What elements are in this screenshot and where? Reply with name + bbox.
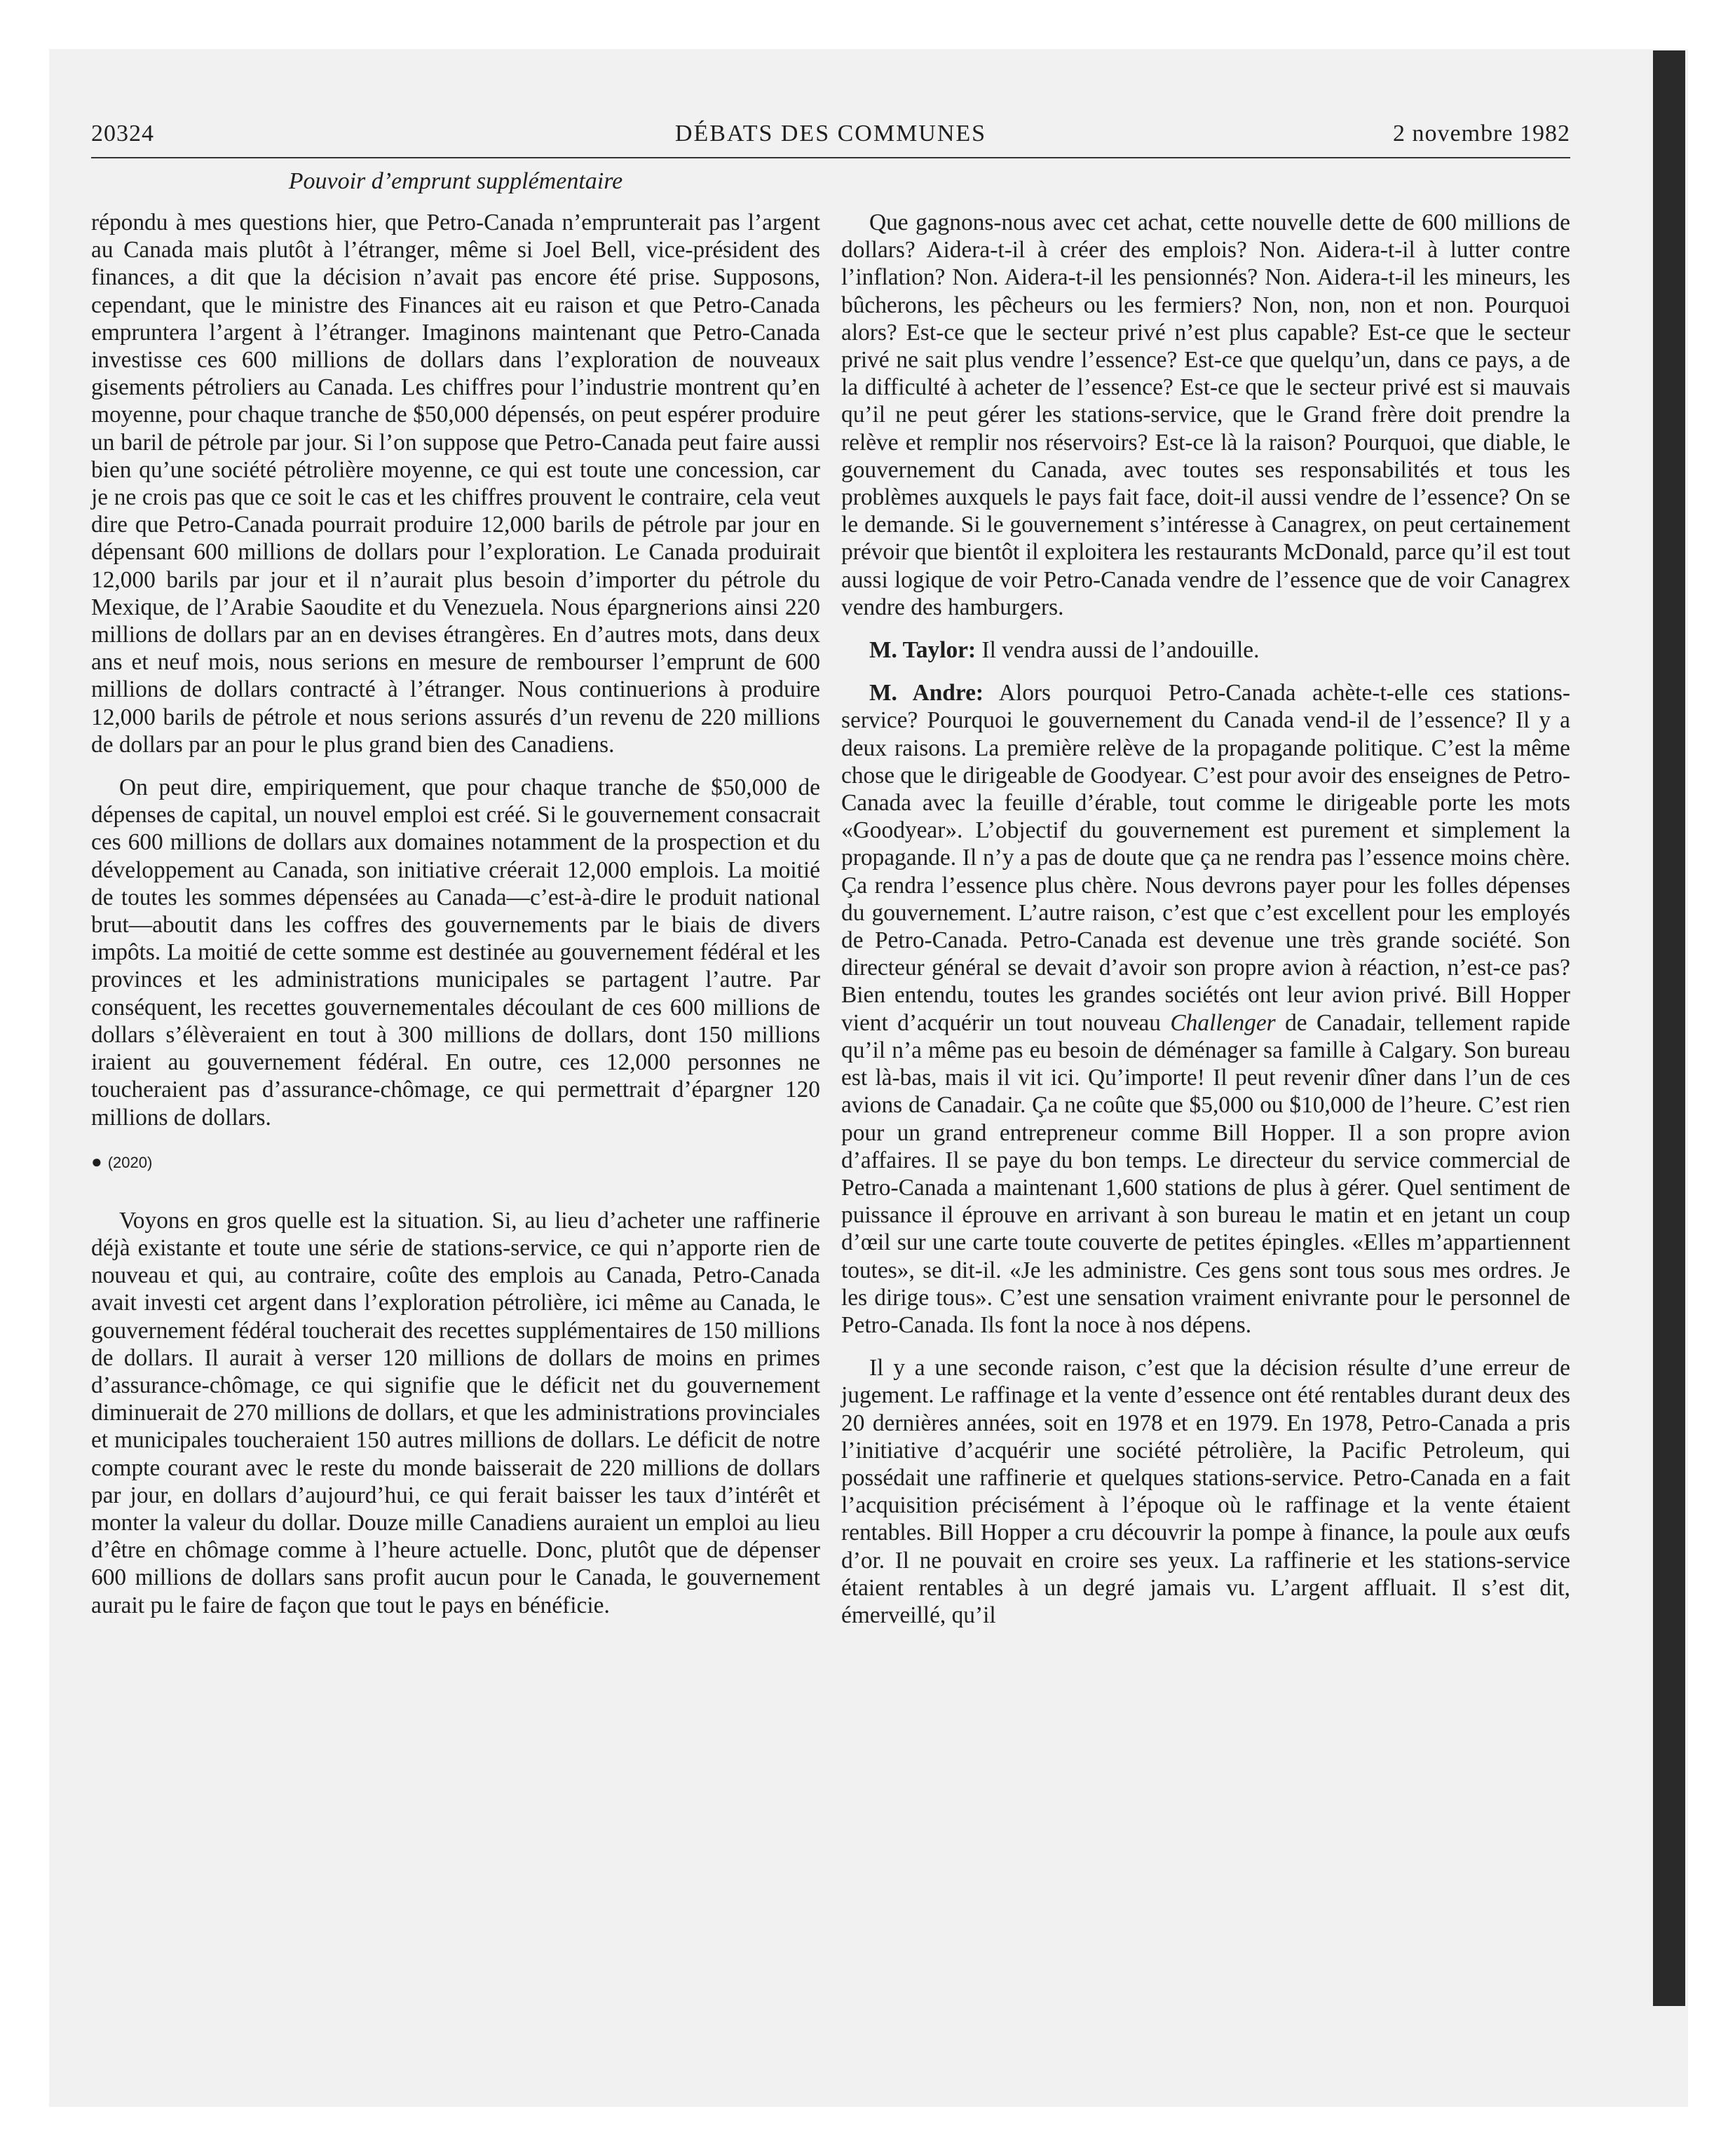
page-header bbox=[91, 118, 1570, 158]
scan-edge-bar bbox=[1653, 50, 1685, 2006]
right-paragraph-4: Il y a une seconde raison, c’est que la décision résulte d’une erreur de jugement. Le raffinage et la vente d’essence ont été rentables durant deux des 20 dernières années, soit en 1978 et en 1979. En 1978, Petro-Canada a pris l’initiative d’acquérir une société pétrolière, la Pacific Petroleum, qui possédait une raffinerie et quelques stations-service. Petro-Canada en a fait l’acquisition précisément à l’époque où le raffinage et la vente étaient rentables. Bill Hopper a cru découvrir la pompe à finance, la poule aux œufs d’or. Il ne pouvait en croire ses yeux. La raffinerie et les stations-service étaient rentables à un degré jamais vu. L’argent affluait. Il s’est dit, émerveillé, qu’il bbox=[841, 1355, 1570, 1628]
page-number: 20324 bbox=[91, 121, 154, 146]
speech-text-part-1: Alors pourquoi Petro-Canada achète-t-elle ces stations-service? Pourquoi le gouvernement du Canada vend-il de l’essence? Il y a deux raisons. La première relève de la propagande politique. C’est la même chose que le dirigeable de Goodyear. C’est pour avoir des enseignes de Petro-Canada avec la feuille d’érable, tout comme le dirigeable porte les mots «Goodyear». L’objectif du gouvernement est purement et simplement la propagande. Il n’y a pas de doute que ça ne rendra pas l’essence moins chère. Ça rendra l’essence plus chère. Nous devrons payer pour les folles dépenses du gouvernement. L’autre raison, c’est que c’est excellent pour les employés de Petro-Canada. Petro-Canada est devenue une très grande société. Son directeur général se devait d’avoir son propre avion à réaction, n’est-ce pas? Bien entendu, toutes les grandes sociétés ont leur avion privé. Bill Hopper vient d’acquérir un tout nouveau bbox=[841, 680, 1571, 1036]
speaker-name: M. Taylor: bbox=[869, 637, 977, 664]
left-paragraph-3: Voyons en gros quelle est la situation. Si, au lieu d’acheter une raffinerie déjà existante et toute une série de stations-service, ce qui n’apporte rien de nouveau et qui, au contraire, coûte des emplois au Canada, Petro-Canada avait investi cet argent dans l’exploration pétrolière, ici même au Canada, le gouvernement fédéral toucherait des recettes supplémentaires de 150 millions de dollars. Il aurait à verser 120 millions de dollars de moins en primes d’assurance-chômage, ce qui signifie que le déficit net du gouvernement diminuerait de 270 millions de dollars, et que les administrations provinciales et municipales toucheraient 150 autres millions de dollars. Le déficit de notre compte courant avec le reste du monde baisserait de 220 millions de dollars par jour, en dollars d’aujourd’hui, ce qui ferait baisser les taux d’intérêt et monter la valeur du dollar. Douze mille Canadiens auraient un emploi au lieu d’être en chômage comme à l’heure actuelle. Donc, plutôt que de dépenser 600 millions de dollars sans profit aucun pour le Canada, le gouvernement aurait pu le faire de façon que tout le pays en bénéficie. bbox=[91, 1207, 820, 1618]
time-marker bbox=[91, 1151, 820, 1173]
speech-text-part-2: de Canadair, tellement rapide qu’il n’a même pas eu besoin de déménager sa famille à Calgary. Son bureau est là-bas, mais il vit ici. Qu’importe! Il peut revenir dîner dans l’un de ces avions de Canadair. Ça ne coûte que $5,000 ou $10,000 de l’heure. C’est rien pour un grand entrepreneur comme Bill Hopper. Il a son propre avion d’affaires. Il se paye du bon temps. Le directeur du service commercial de Petro-Canada a maintenant 1,600 stations de plus à gérer. Quel sentiment de puissance il éprouve en arrivant à son bureau le matin et en jetant un coup d’œil sur une carte toute couverte de petites épingles. «Elles m’appartiennent toutes», se dit-il. «Je les administre. Ces gens sont tous sous mes ordres. Je les dirige tous». C’est une sensation vraiment enivrante pour le personnel de Petro-Canada. Ils font la noce à nos dépens. bbox=[841, 1009, 1570, 1338]
speaker-name: M. Andre: bbox=[869, 680, 984, 707]
left-paragraph-2: On peut dire, empiriquement, que pour chaque tranche de $50,000 de dépenses de capital, un nouvel emploi est créé. Si le gouvernement consacrait ces 600 millions de dollars aux domaines notamment de la prospection et du développement au Canada, son initiative créerait 12,000 emplois. La moitié de toutes les sommes dépensées au Canada—c’est-à-dire le produit national brut—aboutit dans les coffres des gouvernements par le biais de divers impôts. La moitié de cette somme est destinée au gouvernement fédéral et les provinces et les administrations municipales se partagent l’autre. Par conséquent, les recettes gouvernementales découlant de ces 600 millions de dollars s’élèveraient en tout à 300 millions de dollars, dont 150 millions iraient au gouvernement fédéral. En outre, ces 12,000 personnes ne toucheraient pas d’assurance-chômage, ce qui permettrait d’épargner 120 millions de dollars. bbox=[91, 775, 820, 1131]
right-column bbox=[841, 209, 1570, 1629]
time-marker-text: (2020) bbox=[107, 1153, 153, 1171]
right-paragraph-1: Que gagnons-nous avec cet achat, cette nouvelle dette de 600 millions de dollars? Aidera-t-il à créer des emplois? Non. Aidera-t-il à lutter contre l’inflation? Non. Aidera-t-il les pensionnés? Non. Aidera-t-il les mineurs, les bûcherons, les pêcheurs ou les fermiers? Non, non, non et non. Pourquoi alors? Est-ce que le secteur privé n’est plus capable? Est-ce que le secteur privé ne sait plus vendre l’essence? Est-ce que quelqu’un, dans ce pays, a de la difficulté à acheter de l’essence? Est-ce que le secteur privé est si mauvais qu’il ne peut gérer les stations-service, que le Grand frère doit prendre la relève et remplir nos réservoirs? Est-ce là la raison? Pourquoi, que diable, le gouvernement du Canada, avec toutes ses responsabilités et tous les problèmes auxquels le pays fait face, doit-il aussi vendre de l’essence? On se le demande. Si le gouvernement s’intéresse à Canagrex, on peut certainement prévoir que bientôt il exploitera les restaurants McDonald, parce qu’il est tout aussi logique de voir Petro-Canada vendre de l’essence que de voir Canagrex vendre des hamburgers. bbox=[841, 210, 1570, 620]
aircraft-name: Challenger bbox=[1170, 1009, 1276, 1036]
issue-date: 2 novembre 1982 bbox=[1393, 121, 1570, 146]
section-subtitle: Pouvoir d’emprunt supplémentaire bbox=[288, 168, 623, 194]
speech-text: Il vendra aussi de l’andouille. bbox=[981, 637, 1260, 664]
bullet-icon: ● bbox=[91, 1150, 102, 1172]
left-paragraph-1: répondu à mes questions hier, que Petro-Canada n’emprunterait pas l’argent au Canada mais plutôt à l’étranger, même si Joel Bell, vice-président des finances, a dit que la décision n’avait pas encore été prise. Supposons, cependant, que le ministre des Finances ait eu raison et que Petro-Canada empruntera l’argent à l’étranger. Imaginons maintenant que Petro-Canada investisse ces 600 millions de dollars dans l’exploration de nouveaux gisements pétroliers au Canada. Les chiffres pour l’industrie montrent qu’en moyenne, pour chaque tranche de $50,000 dépensés, on peut espérer produire un baril de pétrole par jour. Si l’on suppose que Petro-Canada peut faire aussi bien qu’une société pétrolière moyenne, ce qui est toute une concession, car je ne crois pas que ce soit le cas et les chiffres prouvent le contraire, cela veut dire que Petro-Canada pourrait produire 12,000 barils de pétrole par jour en dépensant 600 millions de dollars pour l’exploration. Le Canada produirait 12,000 barils par jour et il n’aurait plus besoin d’importer du pétrole du Mexique, de l’Arabie Saoudite et du Venezuela. Nous épargnerions ainsi 220 millions de dollars par an en devises étrangères. En d’autres mots, dans deux ans et neuf mois, nous serions en mesure de rembourser l’emprunt de 600 millions de dollars contracté à l’étranger. Nous continuerions à produire 12,000 barils de pétrole et nous serions assurés d’un revenu de 220 millions de dollars par an pour le plus grand bien des Canadiens. bbox=[91, 210, 820, 758]
speech-taylor bbox=[841, 636, 1570, 664]
publication-title: DÉBATS DES COMMUNES bbox=[674, 121, 987, 146]
left-column bbox=[91, 209, 820, 1619]
speech-andre bbox=[841, 679, 1570, 1339]
